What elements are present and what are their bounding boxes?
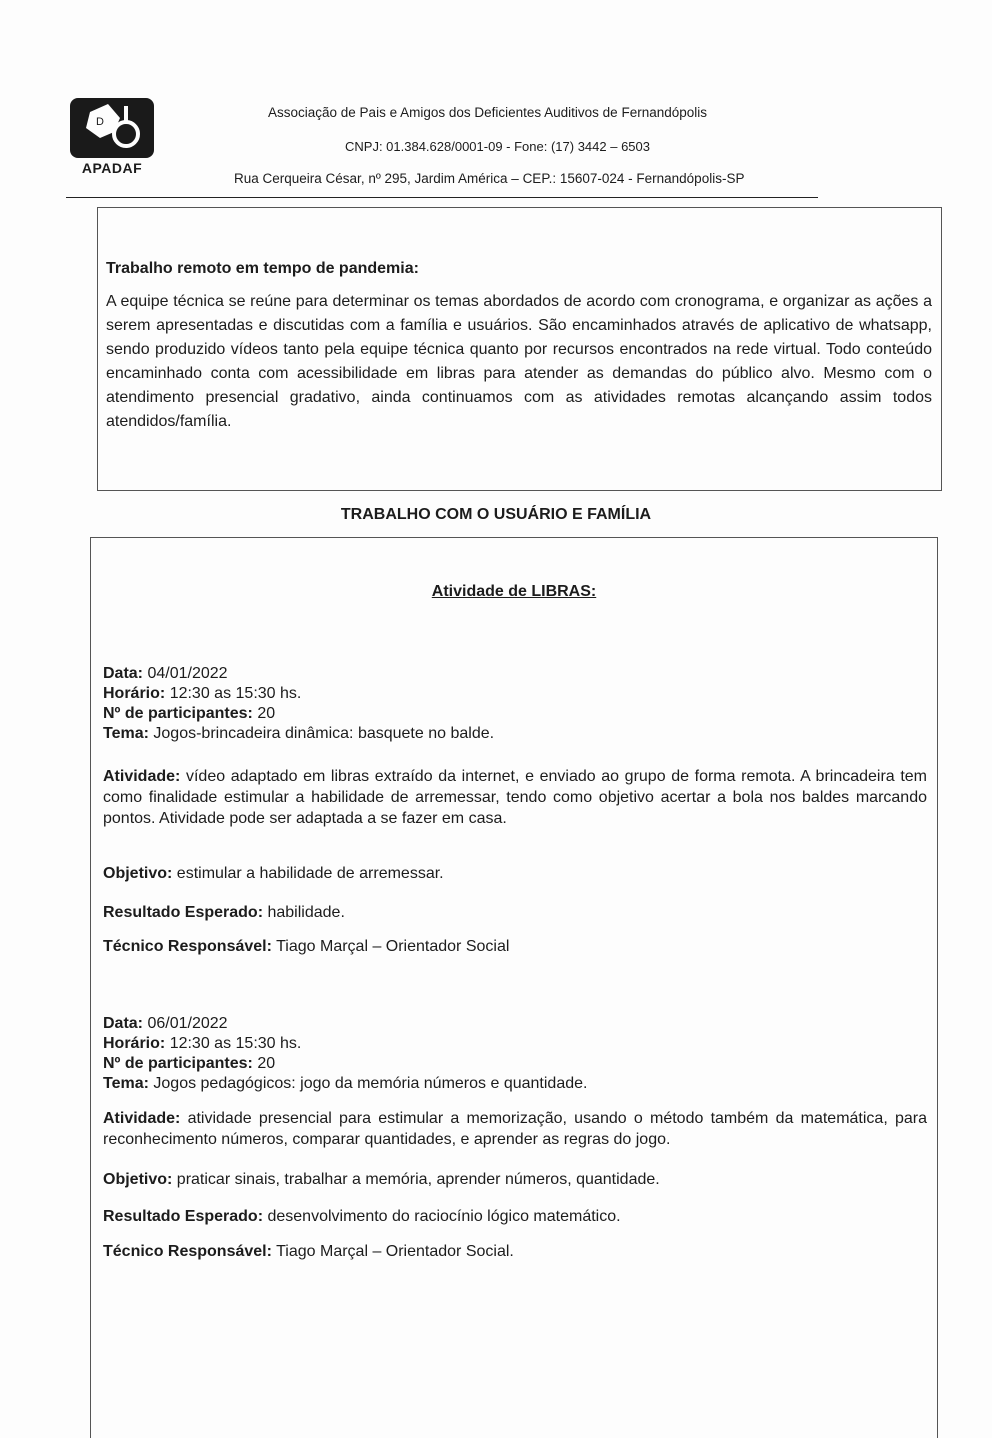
remote-work-box [97,207,942,491]
entry-1-time [103,685,301,703]
theme-label: Tema: [103,725,149,742]
entry-1-technician [103,938,509,956]
objective-value: estimular a habilidade de arremessar. [176,865,444,882]
entry-1-activity [103,766,927,829]
time-label: Horário: [103,685,166,702]
entry-2-participants [103,1055,275,1073]
objective-value: praticar sinais, trabalhar a memória, aprender números, quantidade. [176,1171,660,1188]
participants-label: Nº de participantes: [103,1055,253,1072]
activity-label: Atividade: [103,1110,181,1127]
participants-label: Nº de participantes: [103,705,253,722]
entry-1-participants [103,705,275,723]
objective-label: Objetivo: [103,865,173,882]
entry-1-theme [103,725,494,743]
remote-work-title: Trabalho remoto em tempo de pandemia: [106,260,419,277]
entry-1-objective [103,865,444,883]
technician-value: Tiago Marçal – Orientador Social [276,938,510,955]
svg-text:D: D [96,116,104,128]
date-label: Data: [103,1015,144,1032]
header-divider [66,197,818,198]
entry-2-date [103,1015,228,1033]
org-cnpj: CNPJ: 01.384.628/0001-09 - Fone: (17) 3442 – 6503 [345,139,650,154]
date-label: Data: [103,665,144,682]
theme-label: Tema: [103,1075,149,1092]
activity-value: atividade presencial para estimular a memorização, usando o método também da matemática, para reconhecimento números, comparar quantidades, e aprender as regras do jogo. [103,1110,928,1148]
activity-value: vídeo adaptado em libras extraído da internet, e enviado ao grupo de forma remota. A brincadeira tem como finalidade estimular a habilidade de arremessar, tendo como objetivo acertar a bola nos baldes marcando pontos. Atividade pode ser adaptada a se fazer em casa. [103,768,927,827]
activity-label: Atividade: [103,768,181,785]
logo-text: APADAF [81,160,143,176]
technician-label: Técnico Responsável: [103,1243,272,1260]
entry-2-theme [103,1075,587,1093]
theme-value: Jogos pedagógicos: jogo da memória números e quantidade. [153,1075,588,1092]
entry-2-result [103,1208,621,1226]
technician-value: Tiago Marçal – Orientador Social. [276,1243,514,1260]
logo-emblem [70,98,154,158]
date-value: 04/01/2022 [147,665,228,682]
objective-label: Objetivo: [103,1171,173,1188]
time-label: Horário: [103,1035,166,1052]
entry-1-result [103,904,345,922]
time-value: 12:30 as 15:30 hs. [169,1035,302,1052]
libras-box [90,537,938,1438]
entry-1-date [103,665,228,683]
entry-2-time [103,1035,301,1053]
date-value: 06/01/2022 [147,1015,228,1032]
result-value: habilidade. [267,904,345,921]
technician-label: Técnico Responsável: [103,938,272,955]
apadaf-logo [66,98,158,180]
result-value: desenvolvimento do raciocínio lógico matemático. [267,1208,621,1225]
entry-2-objective [103,1171,660,1189]
ear-icon [70,98,154,158]
participants-value: 20 [257,705,276,722]
theme-value: Jogos-brincadeira dinâmica: basquete no balde. [153,725,495,742]
entry-2-activity [103,1108,927,1150]
entry-2-technician [103,1243,514,1261]
org-name: Associação de Pais e Amigos dos Deficientes Auditivos de Fernandópolis [268,105,708,120]
libras-title: Atividade de LIBRAS: [431,583,597,600]
time-value: 12:30 as 15:30 hs. [169,685,302,702]
remote-work-text: A equipe técnica se reúne para determinar os temas abordados de acordo com cronograma, e organizar as ações a serem apresentadas e discutidas com a família e usuários. São encaminhados através de aplicativo de whatsapp, sendo produzido vídeos tanto pela equipe técnica quanto por recursos encontrados na rede virtual. Todo conteúdo encaminhado conta com acessibilidade em libras para atender as demandas do público alvo. Mesmo com o atendimento presencial gradativo, ainda continuamos com as atividades remotas alcançando assim todos atendidos/família. [106,293,932,430]
result-label: Resultado Esperado: [103,904,264,921]
result-label: Resultado Esperado: [103,1208,264,1225]
org-address: Rua Cerqueira César, nº 295, Jardim América – CEP.: 15607-024 - Fernandópolis-SP [234,171,745,186]
section-title: TRABALHO COM O USUÁRIO E FAMÍLIA [340,506,652,523]
participants-value: 20 [257,1055,276,1072]
